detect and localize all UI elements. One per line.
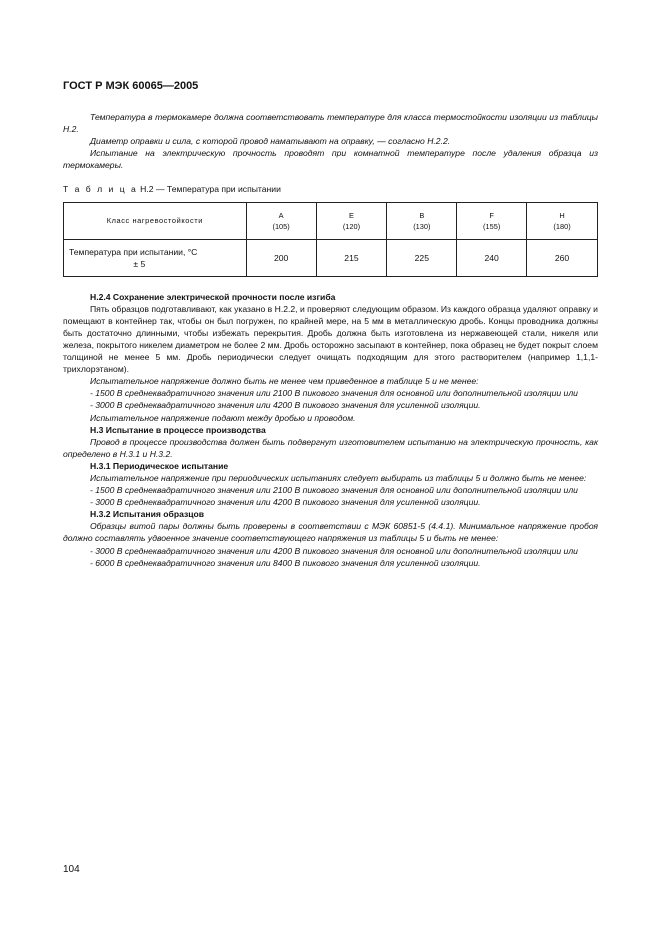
class-column-h <box>527 202 598 239</box>
class-column-a <box>246 202 316 239</box>
intro-paragraph-1: Температура в термокамере должна соответствовать температуре для класса термостойкости изоляции из таблицы Н.2. <box>63 112 598 135</box>
table-caption-prefix: Т а б л и ц а <box>63 184 138 195</box>
class-temperature: (105) <box>272 221 290 231</box>
section-h3-heading: Н.3 Испытание в процессе производства <box>90 424 266 435</box>
section-h31-item-2: - 3000 В среднеквадратичного значения или 4200 В пикового значения для усиленной изоляции. <box>90 497 481 508</box>
class-column-f <box>457 202 527 239</box>
value-cell: 240 <box>457 239 527 276</box>
section-h31-item-1: - 1500 В среднеквадратичного значения или 2100 В пикового значения для основной или дополнительной изоляции или <box>90 485 578 496</box>
section-h3-text: Провод в процессе производства должен быть подвергнут изготовителем испытанию на электрическую прочность, как определено в Н.3.1 и Н.3.2. <box>63 436 598 459</box>
row-tolerance: ± 5 <box>133 258 146 269</box>
class-letter: H <box>559 210 565 220</box>
class-temperature: (120) <box>342 221 361 231</box>
class-temperature: (130) <box>413 221 431 231</box>
class-letter: A <box>278 210 284 220</box>
temperature-table <box>63 202 598 277</box>
section-h24-text: Пять образцов подготавливают, как указано в Н.2.2, и проверяют следующим образом. Из каждого образца удаляют оправку и помещают в контейнер так, чтобы он был погружен, по крайней мере, на 5 мм в металлическую дробь. Концы проводника должны быть достаточно длинными, чтобы избежать перекрытия. Дробь должна быть изготовлена из нержавеющей стали, никеля или железа, покрытого никелем диаметром не более 2 мм. Дробь осторожно засыпают в контейнер, пока образец не будет покрыт слоем толщиной не менее 5 мм. Дробь периодически следует очищать подходящим для этого растворителем (например 1,1,1-трихлорэтаном). <box>63 303 598 375</box>
class-letter: B <box>419 210 425 220</box>
class-temperature: (180) <box>553 221 571 231</box>
section-h32-item-2: - 6000 В среднеквадратичного значения или 8400 В пикового значения для усиленной изоляции. <box>90 557 481 568</box>
section-h24-heading: Н.2.4 Сохранение электрической прочности после изгиба <box>90 291 336 302</box>
section-h24-item-2: - 3000 В среднеквадратичного значения или 4200 В пикового значения для усиленной изоляции. <box>90 400 481 411</box>
class-temperature: (155) <box>483 221 501 231</box>
section-h32-item-1: - 3000 В среднеквадратичного значения или 4200 В пикового значения для основной или дополнительной изоляции или <box>90 545 578 556</box>
class-letter: E <box>349 210 354 220</box>
table-caption-text: Н.2 — Температура при испытании <box>137 184 281 195</box>
section-h31-heading: Н.3.1 Периодическое испытание <box>90 460 229 471</box>
value-cell: 225 <box>387 239 457 276</box>
class-header-cell: Класс нагревостойкости <box>64 202 247 239</box>
class-column-e <box>316 202 387 239</box>
section-h24-item-1: - 1500 В среднеквадратичного значения или 2100 В пикового значения для основной или дополнительной изоляции или <box>90 388 578 399</box>
section-h24-note: Испытательное напряжение подают между дробью и проводом. <box>90 412 356 423</box>
section-h32-heading: Н.3.2 Испытания образцов <box>90 509 205 520</box>
document-header: ГОСТ Р МЭК 60065—2005 <box>63 80 199 92</box>
table-caption <box>63 183 598 195</box>
table-data-row <box>64 239 598 276</box>
section-h32-text: Образцы витой пары должны быть проверены в соответствии с МЭК 60851-5 (4.4.1). Минимальное напряжение пробоя должно составлять удвоенное значение соответствующего напряжения из таблицы 5 и быть не менее: <box>63 521 598 544</box>
row-label: Температура при испытании, °С <box>69 246 198 257</box>
page-number: 104 <box>63 864 80 875</box>
row-label-cell <box>64 239 247 276</box>
class-column-b <box>387 202 457 239</box>
intro-paragraph-2: Диаметр оправки и сила, с которой провод наматывают на оправку, — согласно Н.2.2. <box>90 136 451 147</box>
page-content <box>63 111 598 569</box>
value-cell: 200 <box>246 239 316 276</box>
value-cell: 260 <box>527 239 598 276</box>
section-h31-text: Испытательное напряжение при периодических испытаниях следует выбирать из таблицы 5 и должно быть не менее: <box>90 472 587 483</box>
intro-paragraph-3: Испытание на электрическую прочность проводят при комнатной температуре после удаления образца из термокамеры. <box>63 148 598 171</box>
value-cell: 215 <box>316 239 387 276</box>
section-h24-voltage-intro: Испытательное напряжение должно быть не менее чем приведенное в таблице 5 и не менее: <box>90 376 479 387</box>
class-letter: F <box>489 210 494 220</box>
table-header-row <box>64 202 598 239</box>
